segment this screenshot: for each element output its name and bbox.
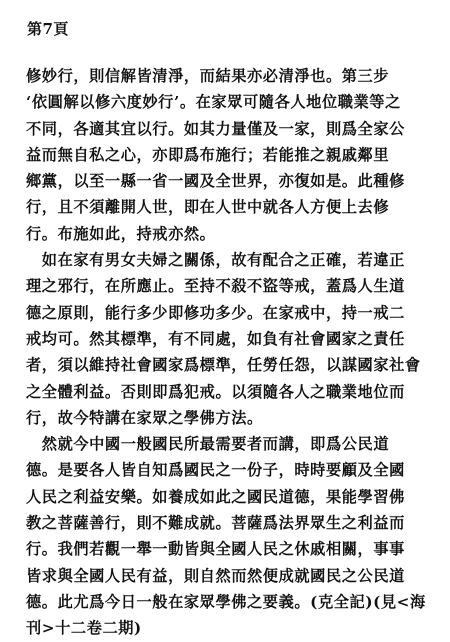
text-line: 益而無自私之心，亦即爲布施行；若能推之親戚鄰里 <box>26 145 390 164</box>
page-number: 第7頁 <box>27 20 69 38</box>
text-line: 如在家有男女夫婦之關係，故有配合之正確，若違正 <box>26 251 405 270</box>
body-text <box>26 63 431 642</box>
text-line: 者，須以維持社會國家爲標準，任勞任怨，以謀國家社會 <box>26 356 421 375</box>
text-line: 戒均可。然其標準，有不同處，如負有社會國家之責任 <box>26 329 405 348</box>
text-line: 刊>十二卷二期) <box>26 619 142 638</box>
text-line: 修妙行，則信解皆清淨，而結果亦必清淨也。第三步 <box>26 67 390 85</box>
text-line: 皆求與全國人民有益，則自然而然便成就國民之公民道 <box>26 566 405 585</box>
text-line: 行，故今特講在家眾之學佛方法。 <box>26 408 263 427</box>
text-line: 教之菩薩善行，則不難成就。菩薩爲法界眾生之利益而 <box>26 514 405 533</box>
text-line: 不同，各適其宜以行。如其力量僅及一家，則爲全家公 <box>26 119 405 138</box>
text-line: 行。我們若觀一舉一動皆與全國人民之休戚相關，事事 <box>26 540 405 559</box>
text-line: 理之邪行，在所應止。至持不殺不盜等戒，蓋爲人生道 <box>26 277 405 296</box>
text-line: ‘依圓解以修六度妙行’。在家眾可隨各人地位職業等之 <box>26 93 401 112</box>
text-line: 然就今中國一般國民所最需要者而講，即爲公民道 <box>26 435 390 454</box>
text-line: 人民之利益安樂。如養成如此之國民道德，果能學習佛 <box>26 487 405 506</box>
text-line: 行。布施如此，持戒亦然。 <box>26 224 216 243</box>
text-line: 之全體利益。否則即爲犯戒。以須隨各人之職業地位而 <box>26 382 405 401</box>
text-line: 德。此尤爲今日一般在家眾學佛之要義。(克全記)(見<海 <box>26 592 426 611</box>
text-line: 行，且不須離開人世，即在人世中就各人方便上去修 <box>26 198 390 217</box>
text-line: 鄉黨，以至一縣一省一國及全世界，亦復如是。此種修 <box>26 172 405 191</box>
text-line: 德之原則，能行多少即修功多少。在家戒中，持一戒二 <box>26 303 405 322</box>
text-line: 德。是要各人皆自知爲國民之一份子，時時要顧及全國 <box>26 461 405 480</box>
